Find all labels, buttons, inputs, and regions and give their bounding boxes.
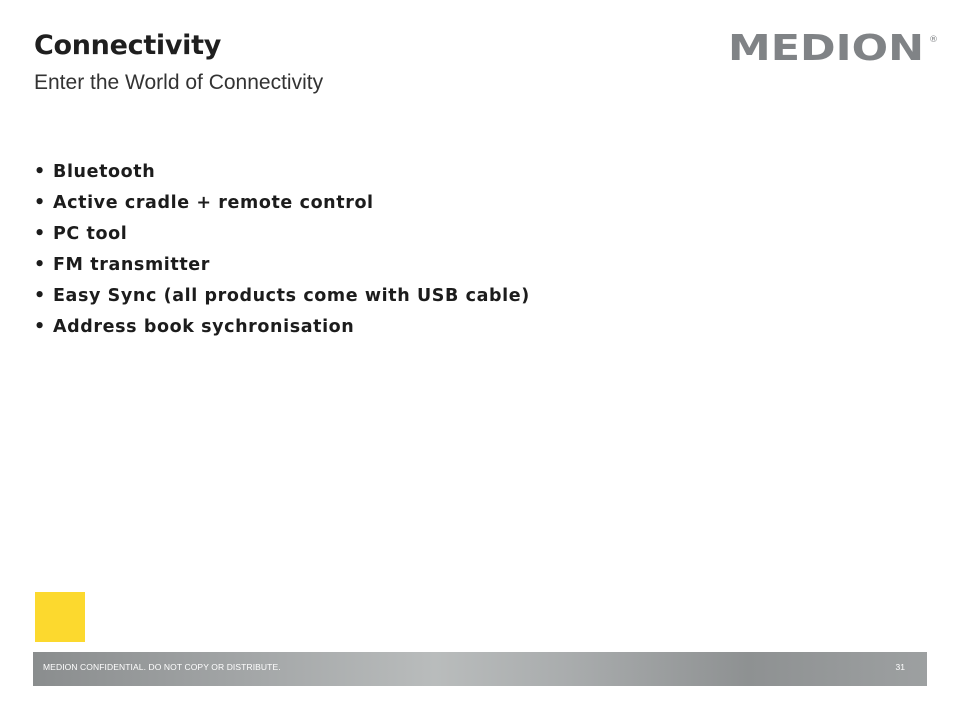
list-item xyxy=(34,250,530,281)
list-item xyxy=(34,219,530,250)
bullet-marker: • xyxy=(34,193,46,213)
logo-wordmark: MEDION xyxy=(728,30,924,64)
page-number: 31 xyxy=(895,662,905,672)
medion-logo xyxy=(728,30,940,64)
list-item xyxy=(34,281,530,312)
list-item-text: Bluetooth xyxy=(53,162,156,182)
slide-subtitle: Enter the World of Connectivity xyxy=(34,71,324,94)
bullet-marker: • xyxy=(34,255,46,275)
list-item-text: PC tool xyxy=(53,224,128,244)
list-item xyxy=(34,157,530,188)
list-item-text: FM transmitter xyxy=(53,255,211,275)
footer-bar xyxy=(33,652,927,686)
slide-title: Connectivity xyxy=(34,30,222,61)
bullet-marker: • xyxy=(34,224,46,244)
bullet-list xyxy=(34,157,530,343)
list-item-text: Address book sychronisation xyxy=(53,317,355,337)
bullet-marker: • xyxy=(34,317,46,337)
list-item-text: Active cradle + remote control xyxy=(53,193,374,213)
list-item xyxy=(34,188,530,219)
confidentiality-notice: MEDION CONFIDENTIAL. DO NOT COPY OR DISTRIBUTE. xyxy=(43,662,281,672)
accent-square xyxy=(35,592,85,642)
registered-mark: ® xyxy=(929,35,938,45)
list-item-text: Easy Sync (all products come with USB cable) xyxy=(53,286,530,306)
bullet-marker: • xyxy=(34,162,46,182)
bullet-marker: • xyxy=(34,286,46,306)
list-item xyxy=(34,312,530,343)
